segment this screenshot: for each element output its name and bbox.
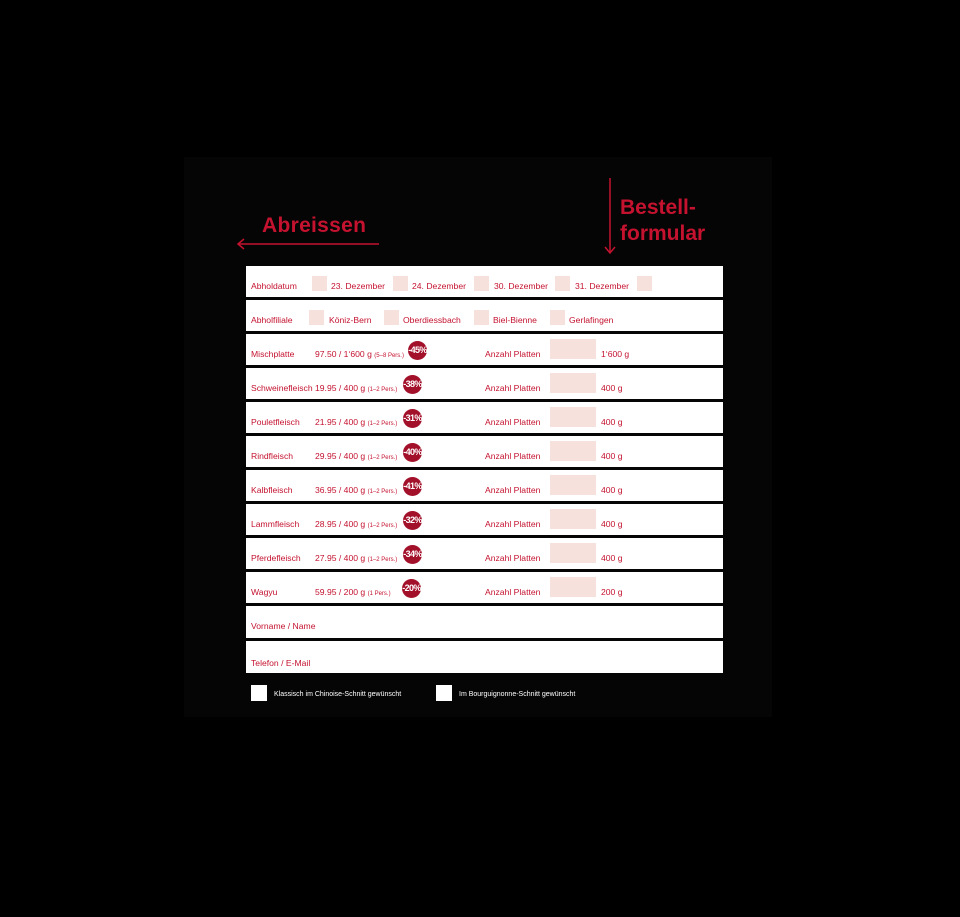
product-name: Kalbfleisch	[251, 485, 293, 495]
product-weight: 400 g	[601, 485, 623, 495]
product-price-value: 19.95 / 400 g	[315, 383, 366, 393]
pickup-date-checkbox-5[interactable]	[637, 276, 652, 291]
product-name: Pferdefleisch	[251, 553, 301, 563]
product-price	[315, 553, 397, 563]
product-weight: 400 g	[601, 451, 623, 461]
pickup-branch-option-3: Biel-Bienne	[493, 315, 537, 325]
product-row-wagyu	[246, 572, 723, 603]
product-price	[315, 451, 397, 461]
contact-field[interactable]	[246, 641, 723, 673]
product-price-value: 59.95 / 200 g	[315, 587, 366, 597]
product-price-value: 36.95 / 400 g	[315, 485, 366, 495]
product-price	[315, 349, 404, 359]
pickup-branch-checkbox-2[interactable]	[384, 310, 399, 325]
chinoise-cut-checkbox[interactable]	[251, 685, 267, 701]
product-name: Schweinefleisch	[251, 383, 313, 393]
pickup-branch-option-4: Gerlafingen	[569, 315, 614, 325]
pickup-branch-checkbox-3[interactable]	[474, 310, 489, 325]
product-name: Wagyu	[251, 587, 278, 597]
down-arrow-icon	[602, 176, 618, 256]
form-title-line-2: formular	[620, 222, 706, 245]
quantity-label: Anzahl Platten	[485, 383, 541, 393]
discount-badge: -41%	[403, 477, 422, 496]
order-form	[246, 266, 723, 673]
product-price-value: 21.95 / 400 g	[315, 417, 366, 427]
quantity-input[interactable]	[550, 441, 596, 461]
quantity-label: Anzahl Platten	[485, 349, 541, 359]
tear-off-label: Abreissen	[262, 214, 367, 237]
quantity-label: Anzahl Platten	[485, 451, 541, 461]
product-row-kalbfleisch	[246, 470, 723, 501]
product-name: Mischplatte	[251, 349, 295, 359]
product-price-value: 28.95 / 400 g	[315, 519, 366, 529]
quantity-label: Anzahl Platten	[485, 417, 541, 427]
pickup-date-option-3: 30. Dezember	[494, 281, 548, 291]
pickup-date-option-4: 31. Dezember	[575, 281, 629, 291]
pickup-date-row	[246, 266, 723, 297]
product-weight: 200 g	[601, 587, 623, 597]
product-price-value: 27.95 / 400 g	[315, 553, 366, 563]
pickup-branch-row	[246, 300, 723, 331]
product-weight: 1‘600 g	[601, 349, 630, 359]
discount-badge: -32%	[403, 511, 422, 530]
quantity-input[interactable]	[550, 407, 596, 427]
product-price	[315, 417, 397, 427]
product-persons: (1–2 Pers.)	[367, 523, 398, 529]
discount-badge: -20%	[402, 579, 421, 598]
pickup-branch-checkbox-1[interactable]	[309, 310, 324, 325]
product-persons: (1–2 Pers.)	[367, 489, 398, 495]
product-price	[315, 383, 397, 393]
contact-label: Telefon / E-Mail	[251, 658, 311, 668]
quantity-label: Anzahl Platten	[485, 519, 541, 529]
pickup-date-option-2: 24. Dezember	[412, 281, 466, 291]
product-row-rindfleisch	[246, 436, 723, 467]
name-field[interactable]	[246, 606, 723, 638]
product-price-value: 29.95 / 400 g	[315, 451, 366, 461]
product-row-mischplatte	[246, 334, 723, 365]
pickup-branch-option-2: Oberdiessbach	[403, 315, 461, 325]
product-row-schweinefleisch	[246, 368, 723, 399]
quantity-label: Anzahl Platten	[485, 553, 541, 563]
product-price-value: 97.50 / 1‘600 g	[315, 349, 372, 359]
chinoise-cut-label: Klassisch im Chinoise-Schnitt gewünscht	[274, 691, 402, 698]
form-title	[620, 195, 705, 247]
product-name: Pouletfleisch	[251, 417, 300, 427]
bourguignonne-cut-label: Im Bourguignonne-Schnitt gewünscht	[459, 691, 576, 698]
product-row-pferdefleisch	[246, 538, 723, 569]
product-row-lammfleisch	[246, 504, 723, 535]
product-price	[315, 485, 397, 495]
name-label: Vorname / Name	[251, 621, 316, 631]
product-weight: 400 g	[601, 519, 623, 529]
product-price	[315, 587, 391, 597]
bourguignonne-cut-checkbox[interactable]	[436, 685, 452, 701]
quantity-input[interactable]	[550, 475, 596, 495]
pickup-date-label: Abholdatum	[251, 281, 297, 291]
pickup-branch-option-1: Köniz-Bern	[329, 315, 372, 325]
product-name: Lammfleisch	[251, 519, 300, 529]
product-name: Rindfleisch	[251, 451, 294, 461]
product-row-pouletfleisch	[246, 402, 723, 433]
pickup-date-option-1: 23. Dezember	[331, 281, 385, 291]
pickup-date-checkbox-2[interactable]	[393, 276, 408, 291]
quantity-input[interactable]	[550, 543, 596, 563]
form-title-line-1: Bestell-	[620, 196, 696, 219]
product-persons: (5–8 Pers.)	[374, 353, 404, 359]
product-weight: 400 g	[601, 553, 623, 563]
left-arrow-icon	[235, 237, 381, 251]
product-persons: (1–2 Pers.)	[367, 557, 398, 563]
quantity-input[interactable]	[550, 373, 596, 393]
product-persons: (1–2 Pers.)	[367, 421, 398, 427]
pickup-date-checkbox-3[interactable]	[474, 276, 489, 291]
product-weight: 400 g	[601, 417, 623, 427]
pickup-date-checkbox-1[interactable]	[312, 276, 327, 291]
discount-badge: -31%	[403, 409, 422, 428]
quantity-label: Anzahl Platten	[485, 587, 541, 597]
quantity-input[interactable]	[550, 577, 596, 597]
product-persons: (1–2 Pers.)	[367, 455, 398, 461]
product-persons: (1 Pers.)	[367, 591, 391, 597]
discount-badge: -38%	[403, 375, 422, 394]
pickup-date-checkbox-4[interactable]	[555, 276, 570, 291]
pickup-branch-checkbox-4[interactable]	[550, 310, 565, 325]
product-weight: 400 g	[601, 383, 623, 393]
quantity-input[interactable]	[550, 339, 596, 359]
discount-badge: -45%	[408, 341, 427, 360]
quantity-label: Anzahl Platten	[485, 485, 541, 495]
product-persons: (1–2 Pers.)	[367, 387, 398, 393]
quantity-input[interactable]	[550, 509, 596, 529]
discount-badge: -34%	[403, 545, 422, 564]
pickup-branch-label: Abholfiliale	[251, 315, 293, 325]
discount-badge: -40%	[403, 443, 422, 462]
product-price	[315, 519, 397, 529]
